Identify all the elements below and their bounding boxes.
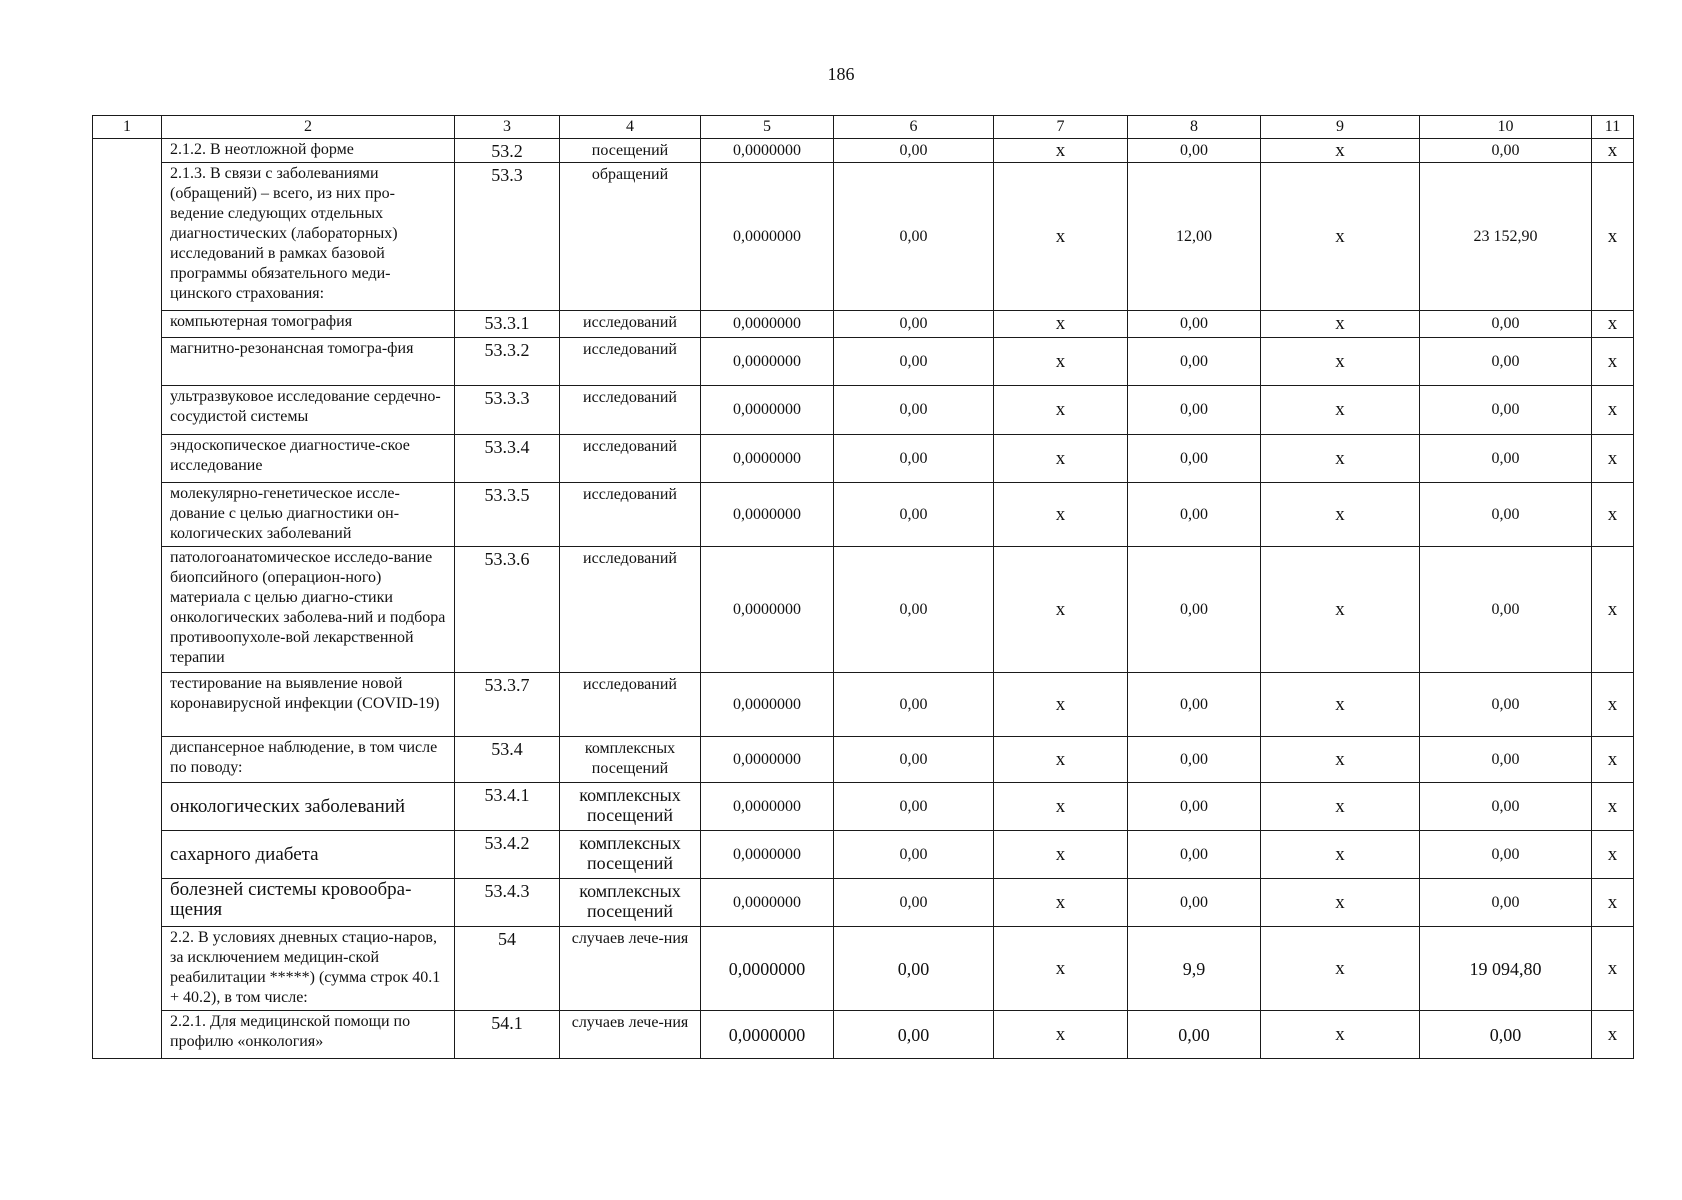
cell-col10: 0,00: [1420, 547, 1592, 673]
row-line-number: 53.4.2: [455, 831, 560, 879]
cell-col10: 0,00: [1420, 831, 1592, 879]
row-line-number: 53.4.1: [455, 783, 560, 831]
table-row: [93, 338, 1634, 386]
cell-col10: 0,00: [1420, 483, 1592, 547]
cell-col6: 0,00: [834, 386, 994, 435]
row-unit: случаев лече-ния: [560, 927, 701, 1011]
row-title: диспансерное наблюдение, в том числе по поводу:: [162, 737, 455, 783]
cell-col7: х: [994, 927, 1128, 1011]
cell-col8: 0,00: [1128, 386, 1261, 435]
cell-col11: х: [1592, 783, 1634, 831]
column-number: 10: [1420, 116, 1592, 139]
cell-col6: 0,00: [834, 483, 994, 547]
table-cell-empty: [93, 879, 162, 927]
cell-col5: 0,0000000: [701, 783, 834, 831]
row-line-number: 54: [455, 927, 560, 1011]
cell-col10: 19 094,80: [1420, 927, 1592, 1011]
cell-col9: х: [1261, 547, 1420, 673]
cell-col11: х: [1592, 163, 1634, 311]
cell-col8: 0,00: [1128, 1011, 1261, 1059]
cell-col9: х: [1261, 139, 1420, 163]
cell-col8: 0,00: [1128, 483, 1261, 547]
row-unit: комплексных посещений: [560, 783, 701, 831]
cell-col9: х: [1261, 831, 1420, 879]
cell-col7: х: [994, 386, 1128, 435]
cell-col7: х: [994, 435, 1128, 483]
cell-col5: 0,0000000: [701, 483, 834, 547]
row-line-number: 53.3.7: [455, 673, 560, 737]
row-title: онкологических заболеваний: [162, 783, 455, 831]
row-title: 2.1.3. В связи с заболеваниями (обращений) – всего, из них про-ведение следующих отдельных диагностических (лабораторных) исследований в рамках базовой программы обязательного меди-цинского страхования:: [162, 163, 455, 311]
row-unit: исследований: [560, 435, 701, 483]
cell-col7: х: [994, 1011, 1128, 1059]
cell-col5: 0,0000000: [701, 831, 834, 879]
column-number: 9: [1261, 116, 1420, 139]
cell-col11: х: [1592, 338, 1634, 386]
cell-col9: х: [1261, 311, 1420, 338]
cell-col6: 0,00: [834, 673, 994, 737]
cell-col11: х: [1592, 737, 1634, 783]
row-unit: исследований: [560, 386, 701, 435]
row-title: магнитно-резонансная томогра-фия: [162, 338, 455, 386]
cell-col5: 0,0000000: [701, 163, 834, 311]
row-title: ультразвуковое исследование сердечно-сосудистой системы: [162, 386, 455, 435]
table-cell-empty: [93, 163, 162, 311]
table-row: [93, 547, 1634, 673]
cell-col7: х: [994, 673, 1128, 737]
row-title: патологоанатомическое исследо-вание биопсийного (операцион-ного) материала с целью диагно-стики онкологических заболева-ний и подбора противоопухоле-вой лекарственной терапии: [162, 547, 455, 673]
row-title: тестирование на выявление новой коронавирусной инфекции (COVID-19): [162, 673, 455, 737]
row-line-number: 53.3.4: [455, 435, 560, 483]
cell-col9: х: [1261, 386, 1420, 435]
cell-col10: 23 152,90: [1420, 163, 1592, 311]
cell-col10: 0,00: [1420, 311, 1592, 338]
column-number: 3: [455, 116, 560, 139]
table-cell-empty: [93, 547, 162, 673]
cell-col11: х: [1592, 1011, 1634, 1059]
cell-col10: 0,00: [1420, 1011, 1592, 1059]
cell-col9: х: [1261, 483, 1420, 547]
cell-col9: х: [1261, 338, 1420, 386]
table-row: [93, 163, 1634, 311]
row-title: эндоскопическое диагностиче-ское исследование: [162, 435, 455, 483]
cell-col6: 0,00: [834, 139, 994, 163]
cell-col11: х: [1592, 435, 1634, 483]
row-line-number: 53.3.1: [455, 311, 560, 338]
cell-col5: 0,0000000: [701, 1011, 834, 1059]
cell-col7: х: [994, 547, 1128, 673]
table-row: [93, 483, 1634, 547]
cell-col10: 0,00: [1420, 673, 1592, 737]
cell-col9: х: [1261, 1011, 1420, 1059]
cell-col6: 0,00: [834, 927, 994, 1011]
cell-col7: х: [994, 879, 1128, 927]
cell-col11: х: [1592, 386, 1634, 435]
cell-col9: х: [1261, 737, 1420, 783]
cell-col5: 0,0000000: [701, 139, 834, 163]
column-number: 5: [701, 116, 834, 139]
table-cell-empty: [93, 311, 162, 338]
row-line-number: 53.3: [455, 163, 560, 311]
table-cell-empty: [93, 927, 162, 1011]
row-unit: случаев лече-ния: [560, 1011, 701, 1059]
cell-col5: 0,0000000: [701, 547, 834, 673]
row-unit: исследований: [560, 311, 701, 338]
row-unit: комплексных посещений: [560, 879, 701, 927]
cell-col8: 0,00: [1128, 673, 1261, 737]
cell-col9: х: [1261, 163, 1420, 311]
cell-col5: 0,0000000: [701, 673, 834, 737]
row-unit: исследований: [560, 673, 701, 737]
table-cell-empty: [93, 673, 162, 737]
cell-col11: х: [1592, 139, 1634, 163]
cell-col8: 0,00: [1128, 435, 1261, 483]
row-title: молекулярно-генетическое иссле-дование с целью диагностики он-кологических заболеваний: [162, 483, 455, 547]
cell-col7: х: [994, 783, 1128, 831]
column-number: 7: [994, 116, 1128, 139]
cell-col8: 9,9: [1128, 927, 1261, 1011]
page-number: 186: [827, 64, 855, 84]
cell-col6: 0,00: [834, 311, 994, 338]
cell-col7: х: [994, 831, 1128, 879]
row-unit: исследований: [560, 483, 701, 547]
table-row: [93, 311, 1634, 338]
table-row: [93, 879, 1634, 927]
cell-col8: 0,00: [1128, 338, 1261, 386]
cell-col9: х: [1261, 783, 1420, 831]
cell-col7: х: [994, 338, 1128, 386]
cell-col5: 0,0000000: [701, 311, 834, 338]
cell-col11: х: [1592, 927, 1634, 1011]
cell-col5: 0,0000000: [701, 927, 834, 1011]
row-title: 2.1.2. В неотложной форме: [162, 139, 455, 163]
cell-col10: 0,00: [1420, 879, 1592, 927]
cell-col8: 0,00: [1128, 879, 1261, 927]
cell-col7: х: [994, 737, 1128, 783]
row-line-number: 53.3.2: [455, 338, 560, 386]
cell-col10: 0,00: [1420, 435, 1592, 483]
row-line-number: 53.3.6: [455, 547, 560, 673]
cell-col11: х: [1592, 547, 1634, 673]
row-unit: исследований: [560, 338, 701, 386]
cell-col5: 0,0000000: [701, 737, 834, 783]
cell-col6: 0,00: [834, 547, 994, 673]
cell-col9: х: [1261, 435, 1420, 483]
cell-col6: 0,00: [834, 435, 994, 483]
cell-col7: х: [994, 483, 1128, 547]
cell-col5: 0,0000000: [701, 879, 834, 927]
cell-col9: х: [1261, 927, 1420, 1011]
cell-col9: х: [1261, 673, 1420, 737]
cell-col7: х: [994, 139, 1128, 163]
cell-col11: х: [1592, 673, 1634, 737]
row-title: 2.2. В условиях дневных стацио-наров, за исключением медицин-ской реабилитации *****) (сумма строк 40.1 + 40.2), в том числе:: [162, 927, 455, 1011]
column-number: 8: [1128, 116, 1261, 139]
table-row: [93, 927, 1634, 1011]
row-title: сахарного диабета: [162, 831, 455, 879]
row-title: компьютерная томография: [162, 311, 455, 338]
column-number: 11: [1592, 116, 1634, 139]
cell-col8: 0,00: [1128, 737, 1261, 783]
cell-col8: 0,00: [1128, 831, 1261, 879]
table-row: [93, 139, 1634, 163]
cell-col8: 0,00: [1128, 783, 1261, 831]
table-cell-empty: [93, 737, 162, 783]
cell-col10: 0,00: [1420, 338, 1592, 386]
table-row: [93, 783, 1634, 831]
cell-col11: х: [1592, 483, 1634, 547]
column-number: 4: [560, 116, 701, 139]
table-cell-empty: [93, 435, 162, 483]
table-row: [93, 435, 1634, 483]
row-line-number: 54.1: [455, 1011, 560, 1059]
row-title: 2.2.1. Для медицинской помощи по профилю «онкология»: [162, 1011, 455, 1059]
table-cell-empty: [93, 338, 162, 386]
cell-col10: 0,00: [1420, 783, 1592, 831]
row-unit: посещений: [560, 139, 701, 163]
cell-col6: 0,00: [834, 1011, 994, 1059]
cell-col5: 0,0000000: [701, 435, 834, 483]
cell-col7: х: [994, 163, 1128, 311]
table-cell-empty: [93, 139, 162, 163]
cell-col8: 0,00: [1128, 139, 1261, 163]
table-row: [93, 831, 1634, 879]
cell-col6: 0,00: [834, 783, 994, 831]
table-cell-empty: [93, 783, 162, 831]
table-row: [93, 1011, 1634, 1059]
column-number: 1: [93, 116, 162, 139]
cell-col10: 0,00: [1420, 386, 1592, 435]
cell-col7: х: [994, 311, 1128, 338]
cell-col5: 0,0000000: [701, 386, 834, 435]
cell-col10: 0,00: [1420, 139, 1592, 163]
row-line-number: 53.4.3: [455, 879, 560, 927]
data-table: [92, 115, 1634, 1059]
table-cell-empty: [93, 483, 162, 547]
row-unit: обращений: [560, 163, 701, 311]
row-title: болезней системы кровообра-щения: [162, 879, 455, 927]
row-line-number: 53.3.3: [455, 386, 560, 435]
cell-col11: х: [1592, 311, 1634, 338]
cell-col6: 0,00: [834, 163, 994, 311]
column-number: 6: [834, 116, 994, 139]
cell-col6: 0,00: [834, 338, 994, 386]
table-cell-empty: [93, 1011, 162, 1059]
table-row: [93, 386, 1634, 435]
column-number: 2: [162, 116, 455, 139]
row-line-number: 53.4: [455, 737, 560, 783]
cell-col6: 0,00: [834, 737, 994, 783]
table-cell-empty: [93, 831, 162, 879]
cell-col6: 0,00: [834, 831, 994, 879]
row-line-number: 53.2: [455, 139, 560, 163]
cell-col11: х: [1592, 879, 1634, 927]
table-cell-empty: [93, 386, 162, 435]
table-row: [93, 673, 1634, 737]
cell-col8: 0,00: [1128, 547, 1261, 673]
cell-col10: 0,00: [1420, 737, 1592, 783]
table-row: [93, 737, 1634, 783]
cell-col6: 0,00: [834, 879, 994, 927]
row-unit: исследований: [560, 547, 701, 673]
cell-col5: 0,0000000: [701, 338, 834, 386]
cell-col8: 0,00: [1128, 311, 1261, 338]
cell-col9: х: [1261, 879, 1420, 927]
cell-col8: 12,00: [1128, 163, 1261, 311]
column-number-row: [93, 116, 1634, 139]
row-unit: комплексных посещений: [560, 737, 701, 783]
row-unit: комплексных посещений: [560, 831, 701, 879]
cell-col11: х: [1592, 831, 1634, 879]
row-line-number: 53.3.5: [455, 483, 560, 547]
